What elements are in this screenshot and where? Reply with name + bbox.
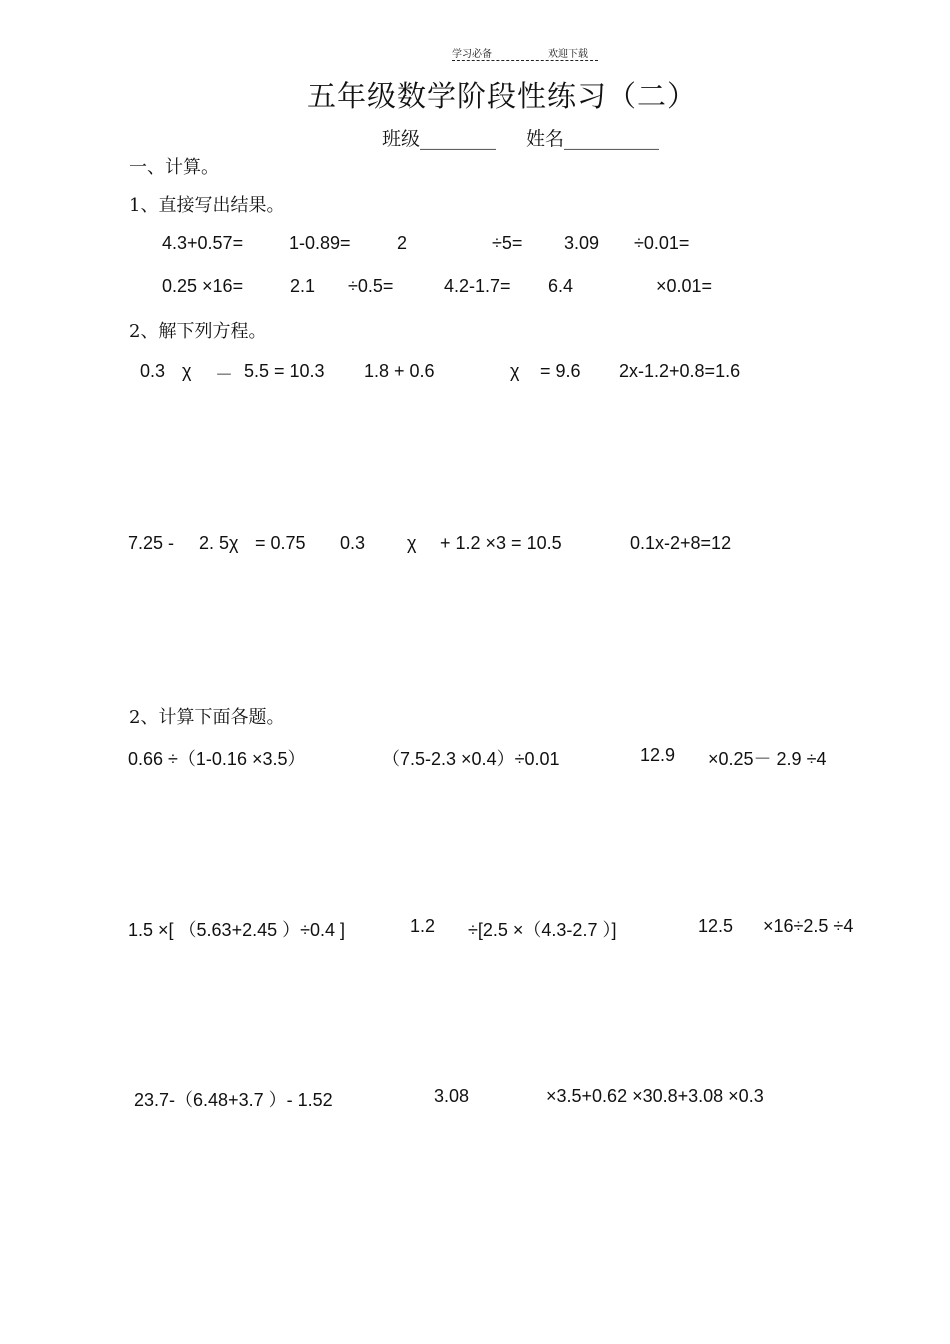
problem-text: 1-0.89=	[289, 233, 351, 253]
problem-text: ×3.5+0.62 ×30.8+3.08 ×0.3	[546, 1086, 764, 1106]
problem-text: ÷5=	[492, 233, 523, 253]
problem-text: ×0.01=	[656, 276, 713, 296]
problem-text: 2x-1.2+0.8=1.6	[619, 361, 741, 381]
header-right-text: 欢迎下载	[548, 49, 588, 60]
part-heading: 2、解下列方程。	[129, 321, 267, 342]
part-heading: 1、直接写出结果。	[129, 195, 285, 216]
problem-text: 2.1	[290, 276, 316, 296]
problem-text: ×16÷2.5 ÷4	[763, 916, 854, 936]
part-heading: 2、计算下面各题。	[129, 707, 285, 728]
problem-text: 3.08	[434, 1086, 470, 1106]
problem-text: 1.8 + 0.6	[364, 361, 435, 381]
problem-text: 0.1x-2+8=12	[630, 533, 732, 553]
problem-text: 0.25 ×16=	[162, 276, 244, 296]
problem-text: 12.5	[698, 916, 734, 936]
header-divider	[452, 60, 598, 61]
problem-text: 4.3+0.57=	[162, 233, 244, 253]
problem-text: ÷0.5=	[348, 276, 394, 296]
problem-text: = 9.6	[540, 361, 581, 381]
problem-text: 0.3	[140, 361, 166, 381]
problem-text: 5.5 = 10.3	[244, 361, 325, 381]
problem-text: ×0.25－ 2.9 ÷4	[708, 749, 827, 769]
problem-text: χ	[182, 361, 192, 381]
problem-text: 1.5 ×[ （5.63+2.45 ）÷0.4 ]	[128, 920, 346, 940]
problem-text: 12.9	[640, 745, 676, 765]
name-field-label: 姓名__________	[526, 128, 660, 150]
problem-text: 0.66 ÷（1-0.16 ×3.5）	[128, 749, 306, 769]
class-field-label: 班级________	[382, 128, 497, 150]
header-left-text: 学习必备	[452, 49, 492, 60]
problem-text: 2. 5χ	[199, 533, 239, 553]
section-heading: 一、计算。	[129, 157, 219, 178]
problem-text: ÷[2.5 ×（4.3-2.7 ）]	[468, 920, 617, 940]
page-title: 五年级数学阶段性练习（二）	[306, 79, 697, 113]
problem-text: 0.3	[340, 533, 366, 553]
problem-text: 4.2-1.7=	[444, 276, 511, 296]
problem-text: 3.09	[564, 233, 600, 253]
problem-text: χ	[407, 533, 417, 553]
problem-text: 1.2	[410, 916, 436, 936]
problem-text: = 0.75	[255, 533, 306, 553]
problem-text: 2	[397, 233, 408, 253]
problem-text: + 1.2 ×3 = 10.5	[440, 533, 562, 553]
problem-text: 6.4	[548, 276, 574, 296]
problem-text: χ	[510, 361, 520, 381]
problem-text: （7.5-2.3 ×0.4）÷0.01	[382, 749, 560, 769]
problem-text: －	[215, 365, 233, 385]
problem-text: 7.25 -	[128, 533, 175, 553]
problem-text: 23.7-（6.48+3.7 ）- 1.52	[134, 1090, 333, 1110]
problem-text: ÷0.01=	[634, 233, 690, 253]
